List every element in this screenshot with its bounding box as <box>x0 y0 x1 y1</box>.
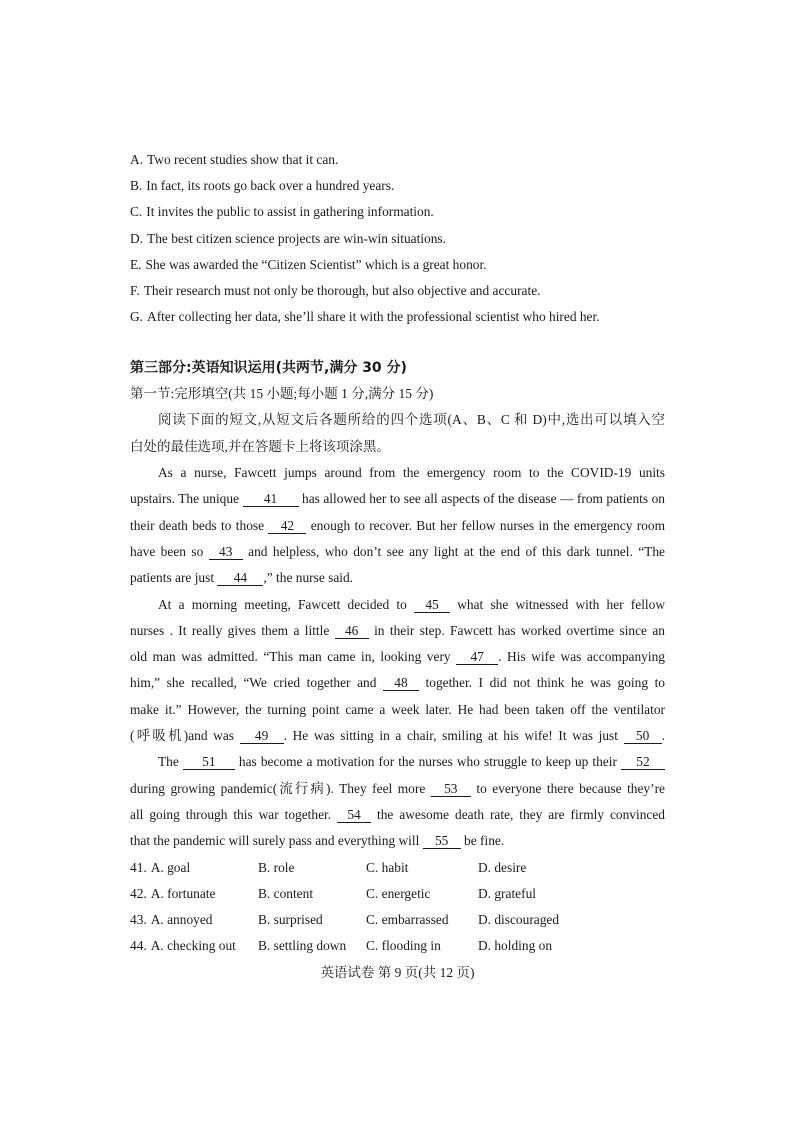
option-text: The best citizen science projects are win-win situations. <box>147 230 446 246</box>
passage-text: upstairs. The unique <box>130 491 240 507</box>
passage-text: the awesome death rate, they are firmly convinced <box>376 806 665 822</box>
choice-cell <box>130 907 212 933</box>
question-number: 41. <box>130 859 147 875</box>
choice-d: D. holding on <box>478 938 553 954</box>
passage-text: together. I did not think he was going to <box>425 675 665 691</box>
passage-text: has become a motivation for the nurses who struggle to keep up their <box>238 754 617 770</box>
choice-a: A. checking out <box>150 938 236 954</box>
option-letter: F. <box>130 282 140 298</box>
question-number: 42. <box>130 885 147 901</box>
option-text: After collecting her data, she’ll share it with the professional scientist who hired her. <box>147 309 600 325</box>
blank-42: 42 <box>268 519 306 534</box>
passage-text: that the pandemic will surely pass and everything will <box>130 833 420 849</box>
blank-47: 47 <box>456 650 498 665</box>
sentence-option-c <box>130 199 665 225</box>
sentence-option-e <box>130 252 665 278</box>
option-text: It invites the public to assist in gathering information. <box>146 204 434 220</box>
passage-text: . He was sitting in a chair, smiling at his wife! It was just <box>283 728 618 744</box>
passage-text: enough to recover. But her fellow nurses in the emergency room <box>310 517 665 533</box>
choice-a: A. fortunate <box>150 885 216 901</box>
cloze-question-42 <box>130 881 665 907</box>
choice-cell <box>130 881 215 907</box>
passage-text: in their step. Fawcett has worked overtime since an <box>374 622 665 638</box>
passage-text: has allowed her to see all aspects of the disease — from patients on <box>302 491 665 507</box>
passage-line <box>130 697 665 723</box>
passage-text: be fine. <box>464 833 505 849</box>
passage-line <box>130 565 665 591</box>
question-number: 44. <box>130 938 147 954</box>
passage-line <box>130 723 665 749</box>
instructions-line: 阅读下面的短文,从短文后各题所给的四个选项(A、B、C 和 D)中,选出可以填入空 <box>158 412 665 428</box>
passage-text: make it.” However, the turning point came a week later. He had been taken off the ventilator <box>130 701 665 717</box>
choice-b: B. surprised <box>258 912 323 928</box>
passage-text: The <box>158 754 179 770</box>
option-text: She was awarded the “Citizen Scientist” which is a great honor. <box>145 256 487 272</box>
cloze-question-41 <box>130 855 665 881</box>
passage-line <box>130 460 665 486</box>
choice-a: A. goal <box>150 859 191 875</box>
choice-d: D. desire <box>478 859 527 875</box>
cloze-question-43 <box>130 907 665 933</box>
passage-text: . His wife was accompanying <box>498 649 665 665</box>
passage-line <box>130 670 665 696</box>
passage-text: patients are just <box>130 570 215 586</box>
cloze-question-44 <box>130 933 665 959</box>
passage-text: . <box>661 728 665 744</box>
passage-line <box>130 828 665 854</box>
sentence-option-d <box>130 226 665 252</box>
option-letter: C. <box>130 204 143 220</box>
choice-c: C. energetic <box>366 885 431 901</box>
passage-line <box>130 749 665 775</box>
choice-c: C. flooding in <box>366 938 441 954</box>
option-text: Two recent studies show that it can. <box>147 152 339 167</box>
passage-line <box>130 513 665 539</box>
blank-46: 46 <box>335 624 369 639</box>
passage-text: nurses . It really gives them a little <box>130 622 330 638</box>
passage-text: At a morning meeting, Fawcett decided to <box>158 596 407 612</box>
passage-text: to everyone there because they’re <box>476 780 665 796</box>
option-letter: A. <box>130 152 144 167</box>
choice-cell <box>130 855 190 881</box>
choice-b: B. settling down <box>258 938 347 954</box>
passage-text: As a nurse, Fawcett jumps around from the emergency room to the COVID-19 units <box>158 465 665 481</box>
blank-51: 51 <box>183 755 235 770</box>
passage-text: (呼吸机)and was <box>130 728 234 744</box>
passage-line <box>130 618 665 644</box>
sentence-option-b <box>130 173 665 199</box>
choice-c: C. habit <box>366 859 409 875</box>
passage-line <box>130 644 665 670</box>
passage-text: ,” the nurse said. <box>263 570 354 586</box>
blank-49: 49 <box>240 729 284 744</box>
sentence-option-f <box>130 278 665 304</box>
passage-line <box>130 592 665 618</box>
passage-text: all going through this war together. <box>130 806 332 822</box>
passage-text: him,” she recalled, “We cried together and <box>130 675 377 691</box>
sentence-option-g <box>130 304 665 330</box>
blank-43: 43 <box>209 545 243 560</box>
option-text: Their research must not only be thorough, but also objective and accurate. <box>143 282 541 298</box>
instructions-line: 白处的最佳选项,并在答题卡上将该项涂黑。 <box>130 438 390 454</box>
option-text: In fact, its roots go back over a hundred years. <box>146 178 395 194</box>
passage-text: have been so <box>130 543 204 559</box>
page-footer: 英语试卷 第 9 页(共 12 页) <box>320 964 475 980</box>
passage-line <box>130 486 665 512</box>
section-title: 第三部分:英语知识运用(共两节,满分 30 分) <box>130 359 407 376</box>
blank-45: 45 <box>414 598 450 613</box>
passage-line <box>130 802 665 828</box>
blank-41: 41 <box>243 492 299 507</box>
sentence-options-list <box>130 147 665 330</box>
option-letter: G. <box>130 309 144 325</box>
choice-d: D. discouraged <box>478 912 560 928</box>
cloze-section <box>130 355 665 986</box>
blank-50: 50 <box>624 729 662 744</box>
choice-b: B. role <box>258 859 295 875</box>
blank-55: 55 <box>423 834 461 849</box>
blank-52: 52 <box>621 755 665 770</box>
passage-text: their death beds to those <box>130 517 265 533</box>
option-letter: D. <box>130 230 144 246</box>
option-letter: B. <box>130 178 143 194</box>
blank-48: 48 <box>383 676 419 691</box>
passage-text: old man was admitted. “This man came in, looking very <box>130 649 451 665</box>
section-subtitle: 第一节:完形填空(共 15 小题;每小题 1 分,满分 15 分) <box>130 386 434 402</box>
passage-text: what she witnessed with her fellow <box>457 596 665 612</box>
question-number: 43. <box>130 912 147 928</box>
passage-text: and helpless, who don’t see any light at the end of this dark tunnel. “The <box>248 543 665 559</box>
sentence-option-a <box>130 147 665 173</box>
blank-44: 44 <box>217 571 263 586</box>
blank-54: 54 <box>337 808 371 823</box>
option-letter: E. <box>130 256 142 272</box>
choice-c: C. embarrassed <box>366 912 449 928</box>
choice-d: D. grateful <box>478 885 537 901</box>
passage-line <box>130 776 665 802</box>
choice-b: B. content <box>258 885 314 901</box>
passage-text: during growing pandemic(流行病). They feel more <box>130 780 426 796</box>
choice-cell <box>130 933 236 959</box>
blank-53: 53 <box>431 782 471 797</box>
passage-line <box>130 539 665 565</box>
choice-a: A. annoyed <box>150 912 213 928</box>
